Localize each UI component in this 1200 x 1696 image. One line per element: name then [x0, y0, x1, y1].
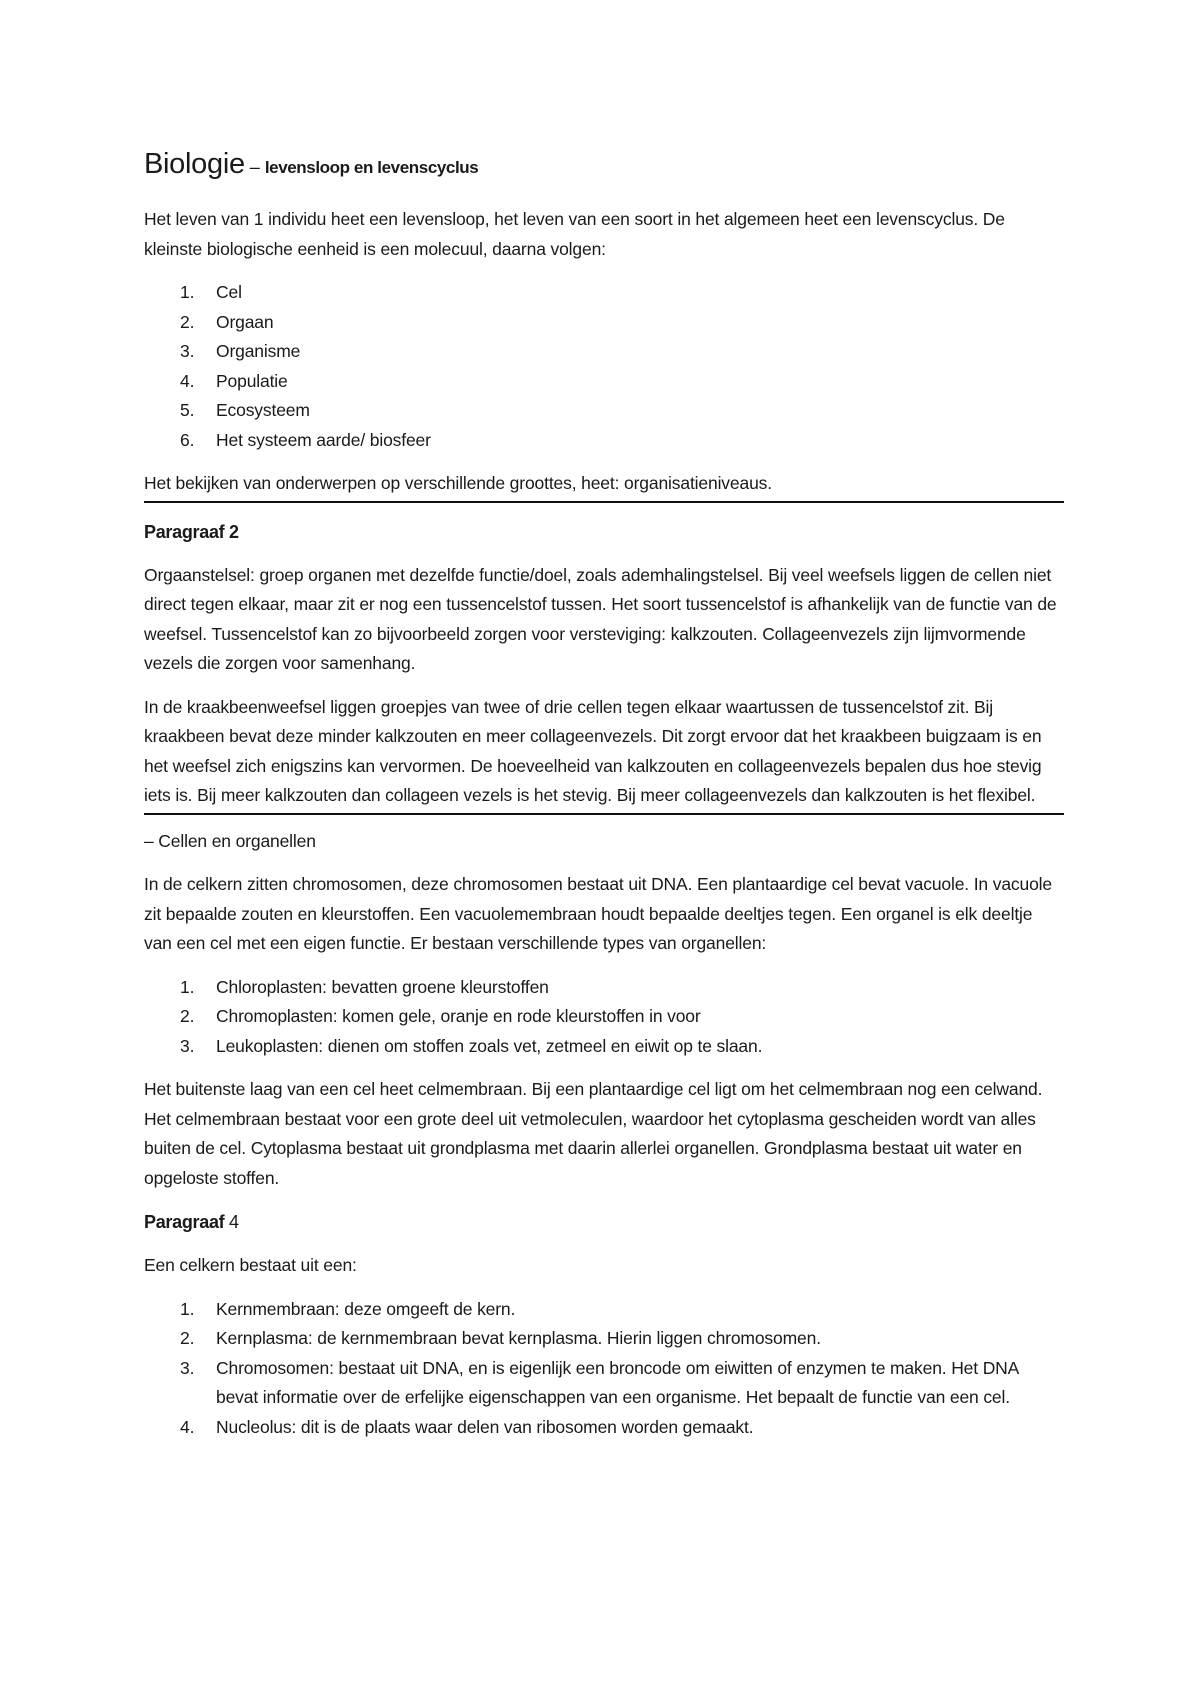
organisation-levels-list — [144, 278, 1064, 455]
list-item — [144, 1413, 1064, 1443]
list-item — [144, 308, 1064, 338]
celkern-list — [144, 1295, 1064, 1443]
list-number: 2. — [180, 1328, 195, 1348]
list-number: 2. — [180, 311, 195, 332]
document-page — [144, 146, 1064, 1456]
document-title — [144, 146, 1064, 187]
title-subtitle: levensloop en levenscyclus — [264, 158, 479, 177]
paragraaf-2-paragraph-2: In de kraakbeenweefsel liggen groepjes van twee of drie cellen tegen elkaar waartussen de tussencelstof zit. Bij kraakbeen bevat deze minder kalkzouten en meer collageenvezels. Dit zorgt ervoor dat het kraakbeen buigzaam is en het weefsel zich enigszins kan vervormen. De hoeveelheid van kalkzouten en collageenvezels bepalen dus hoe stevig iets is. Bij meer kalkzouten dan collageen vezels is het stevig. Bij meer collageenvezels dan kalkzouten is het flexibel. — [144, 693, 1064, 815]
list-item — [144, 337, 1064, 367]
list-item — [144, 1295, 1064, 1325]
list-item — [144, 1032, 1064, 1062]
list-text: Ecosysteem — [216, 400, 310, 420]
heading-label: Paragraaf — [144, 1212, 225, 1232]
paragraaf-2-paragraph-1: Orgaanstelsel: groep organen met dezelfde functie/doel, zoals ademhalingstelsel. Bij veel weefsels liggen de cellen niet direct tegen elkaar, maar zit er nog een tussencelstof tussen. Het soort tussencelstof is afhankelijk van de functie van de weefsel. Tussencelstof kan zo bijvoorbeeld zorgen voor versteviging: kalkzouten. Collageenvezels zijn lijmvormende vezels die zorgen voor samenhang. — [144, 564, 1057, 673]
list-item — [144, 1324, 1064, 1354]
section-heading-paragraaf-2: Paragraaf 2 — [144, 521, 239, 542]
list-item — [144, 396, 1064, 426]
list-text: Chromosomen: bestaat uit DNA, en is eigenlijk een broncode om eiwitten of enzymen te maken. Het DNA bevat informatie over de erfelijke eigenschappen van een organisme. Het bepaalt de functie van een cel. — [216, 1357, 1019, 1407]
list-number: 4. — [180, 1416, 195, 1437]
list-text: Cel — [216, 282, 242, 302]
section-heading-cellen: – Cellen en organellen — [144, 830, 316, 851]
title-dash: – — [244, 157, 265, 177]
list-number: 4. — [180, 370, 195, 391]
list-number: 3. — [180, 341, 195, 361]
heading-number: 4 — [224, 1212, 239, 1232]
list-number: 1. — [180, 282, 195, 302]
list-text: Nucleolus: dit is de plaats waar delen van ribosomen worden gemaakt. — [216, 1416, 754, 1437]
list-text: Chloroplasten: bevatten groene kleurstoffen — [216, 976, 549, 997]
list-item — [144, 278, 1064, 308]
list-text: Kernmembraan: deze omgeeft de kern. — [216, 1298, 516, 1319]
section-heading-paragraaf-4 — [144, 1207, 1064, 1237]
cellen-paragraph-1: In de celkern zitten chromosomen, deze chromosomen bestaat uit DNA. Een plantaardige cel bevat vacuole. In vacuole zit bepaalde zouten en kleurstoffen. Een vacuolemembraan houdt bepaalde deeltjes tegen. Een organel is elk deeltje van een cel met een eigen functie. Er bestaan verschillende types van organellen: — [144, 874, 1052, 953]
list-number: 5. — [180, 400, 195, 420]
list-text: Het systeem aarde/ biosfeer — [216, 429, 431, 450]
list-number: 1. — [180, 976, 195, 997]
list-text: Kernplasma: de kernmembraan bevat kernplasma. Hierin liggen chromosomen. — [216, 1328, 821, 1348]
list-item — [144, 426, 1064, 456]
list-item — [144, 1354, 1064, 1413]
list-number: 2. — [180, 1006, 195, 1026]
list-number: 3. — [180, 1035, 195, 1056]
list-text: Organisme — [216, 341, 301, 361]
intro-paragraph: Het leven van 1 individu heet een levensloop, het leven van een soort in het algemeen heet een levenscyclus. De kleinste biologische eenheid is een molecuul, daarna volgen: — [144, 209, 1005, 259]
list-text: Populatie — [216, 370, 288, 391]
cellen-paragraph-2: Het buitenste laag van een cel heet celmembraan. Bij een plantaardige cel ligt om het celmembraan nog een celwand. Het celmembraan bestaat voor een grote deel uit vetmoleculen, waardoor het cytoplasma gescheiden wordt van alles buiten de cel. Cytoplasma bestaat uit grondplasma met daarin allerlei organellen. Grondplasma bestaat uit water en opgeloste stoffen. — [144, 1079, 1043, 1188]
list-text: Orgaan — [216, 311, 274, 332]
organellen-list — [144, 973, 1064, 1062]
list-number: 6. — [180, 429, 195, 450]
list-text: Chromoplasten: komen gele, oranje en rode kleurstoffen in voor — [216, 1006, 701, 1026]
list-number: 3. — [180, 1357, 195, 1378]
organisatie-paragraph: Het bekijken van onderwerpen op verschillende groottes, heet: organisatieniveaus. — [144, 469, 1064, 503]
list-text: Leukoplasten: dienen om stoffen zoals vet, zetmeel en eiwit op te slaan. — [216, 1035, 763, 1056]
list-item — [144, 1002, 1064, 1032]
title-main: Biologie — [144, 148, 245, 180]
list-item — [144, 973, 1064, 1003]
list-number: 1. — [180, 1298, 195, 1319]
paragraaf-4-intro: Een celkern bestaat uit een: — [144, 1255, 357, 1275]
list-item — [144, 367, 1064, 397]
